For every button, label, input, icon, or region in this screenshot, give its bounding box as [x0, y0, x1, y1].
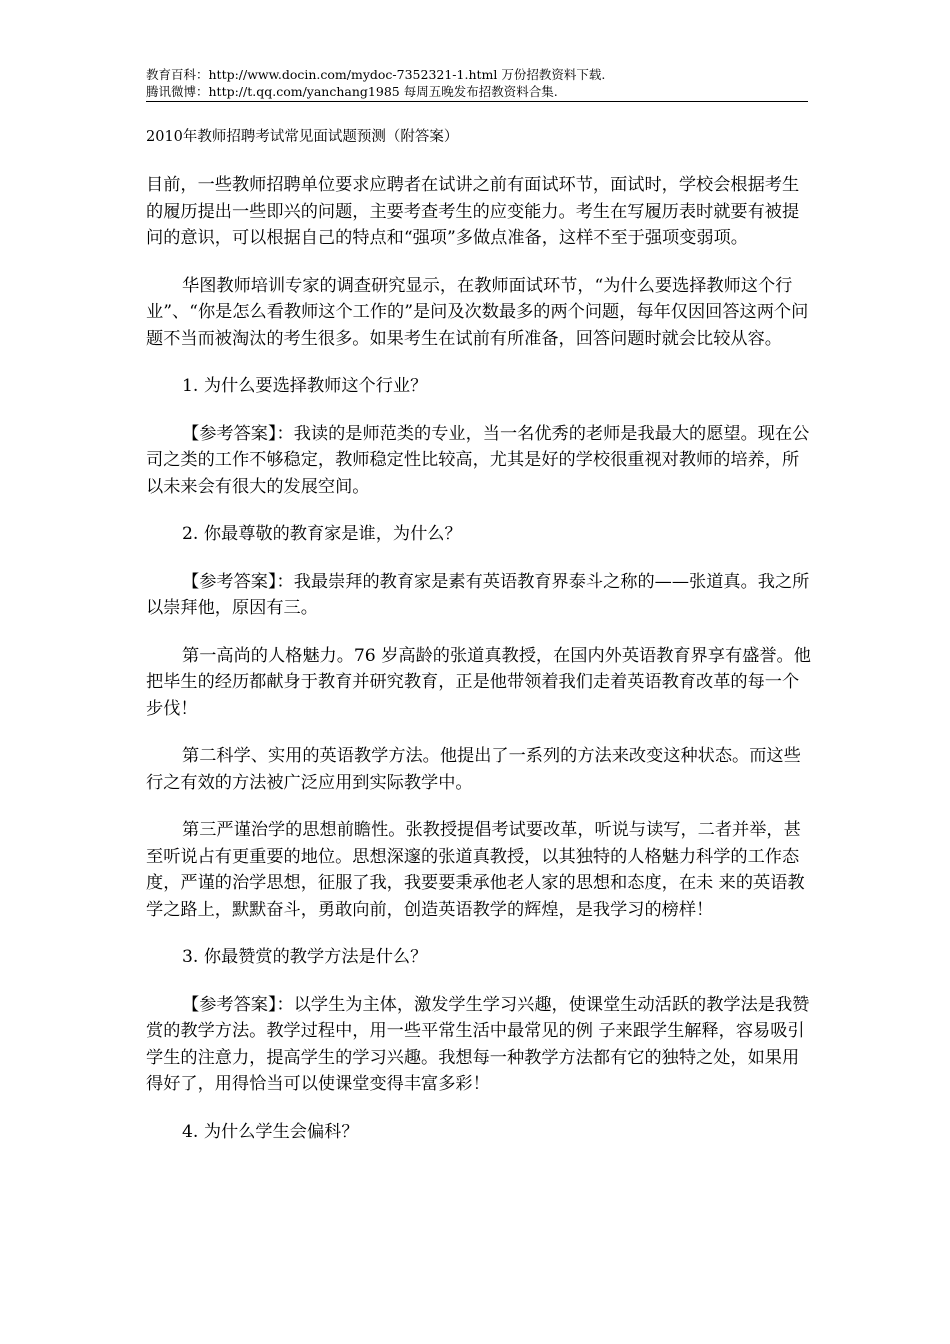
header-line-docin: 教育百科：http://www.docin.com/mydoc-7352321-1.html 万份招教资料下载.	[146, 67, 606, 82]
document-body	[146, 172, 812, 1166]
page-header	[146, 66, 808, 102]
question-1: 1. 为什么要选择教师这个行业？	[182, 376, 428, 396]
header-line-weibo: 腾讯微博：http://t.qq.com/yanchang1985 每周五晚发布招教资料合集.	[146, 84, 558, 99]
question-4: 4. 为什么学生会偏科？	[182, 1121, 359, 1142]
survey-paragraph: 华图教师培训专家的调查研究显示，在教师面试环节，“为什么要选择教师这个行业”、“你是怎么看教师这个工作的”是问及次数最多的两个问题，每年仅因回答这两个问题不当而被淘汰的考生很多。如果考生在试前有所准备，回答问题时就会比较从容。	[146, 275, 809, 349]
answer-2: 【参考答案】：我最崇拜的教育家是素有英语教育界泰斗之称的——张道真。我之所以崇拜他，原因有三。	[146, 571, 810, 618]
answer-1: 【参考答案】：我读的是师范类的专业，当一名优秀的老师是我最大的愿望。现在公司之类的工作不够稳定，教师稳定性比较高，尤其是好的学校很重视对教师的培养，所以未来会有很大的发展空间。	[146, 423, 810, 497]
answer-3: 【参考答案】：以学生为主体，激发学生学习兴趣，使课堂生动活跃的教学法是我赞赏的教学方法。教学过程中，用一些平常生活中最常见的例 子来跟学生解释，容易吸引学生的注意力，提高学生的学习兴趣。我想每一种教学方法都有它的独特之处，如果用得好了，用得恰当可以使课堂变得丰富多彩！	[146, 994, 810, 1094]
answer-2-reason-1: 第一高尚的人格魅力。76 岁高龄的张道真教授，在国内外英语教育界享有盛誉。他把毕生的经历都献身于教育并研究教育，正是他带领着我们走着英语教育改革的每一个步伐！	[146, 645, 811, 719]
answer-2-reason-3: 第三严谨治学的思想前瞻性。张教授提倡考试要改革，听说与读写，二者并举，甚至听说占有更重要的地位。思想深邃的张道真教授，以其独特的人格魅力科学的工作态度，严谨的治学思想，征服了我，我要要秉承他老人家的思想和态度，在未 来的英语教学之路上，默默奋斗，勇敢向前，创造英语教学的辉煌，是我学习的榜样！	[146, 820, 805, 920]
question-3: 3. 你最赞赏的教学方法是什么？	[182, 947, 428, 967]
document-title: 2010年教师招聘考试常见面试题预测（附答案）	[146, 129, 459, 145]
answer-2-reason-2: 第二科学、实用的英语教学方法。他提出了一系列的方法来改变这种状态。而这些行之有效的方法被广泛应用到实际教学中。	[146, 746, 801, 793]
question-2: 2. 你最尊敬的教育家是谁，为什么？	[182, 524, 462, 544]
intro-paragraph: 目前，一些教师招聘单位要求应聘者在试讲之前有面试环节，面试时，学校会根据考生的履历提出一些即兴的问题，主要考查考生的应变能力。考生在写履历表时就要有被提问的意识，可以根据自己的特点和“强项”多做点准备，这样不至于强项变弱项。	[146, 175, 800, 248]
